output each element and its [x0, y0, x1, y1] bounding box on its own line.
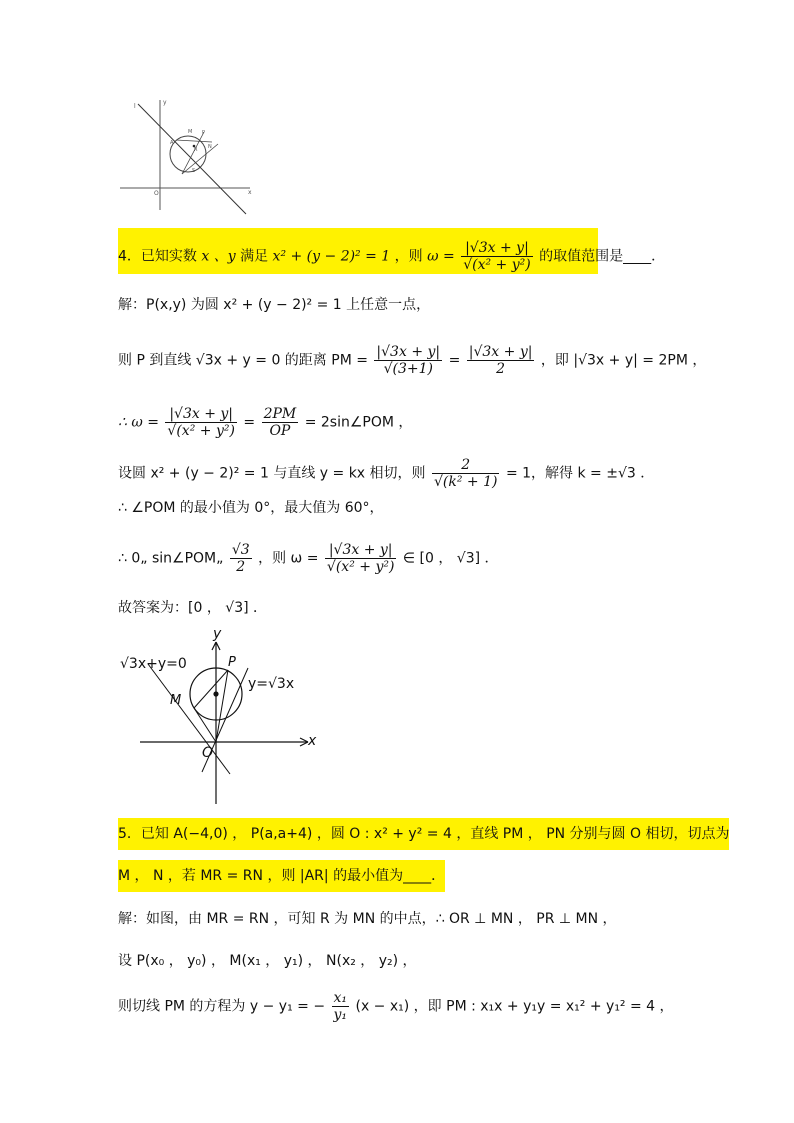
sol4-line-2 [118, 344, 706, 377]
figure-1 [118, 96, 258, 220]
sol4-3-frac1-den: √(x² + y²) [167, 423, 235, 439]
q5-line1-text: 5．已知 A(−4,0) ， P(a,a+4) ，圆 O : x² + y² = 4 ，直线 PM ， PN 分别与圆 O 相切，切点为 [118, 818, 729, 850]
sol4-2-frac2 [467, 344, 535, 377]
sol4-2-frac2-den: 2 [496, 361, 506, 377]
sol4-4-frac-num: 2 [432, 457, 499, 474]
fig2-p-label: P [228, 655, 236, 670]
fig1-label-r: R [194, 147, 198, 153]
sol4-6-frac2-den: √(x² + y²) [326, 559, 395, 575]
sol4-6-frac1-den: 2 [236, 559, 246, 575]
sol4-line-5: ∴ ∠POM 的最小值为 0°，最大值为 60°， [118, 500, 384, 516]
sol4-2-frac1-den: √(3+1) [383, 361, 433, 377]
q4-frac-num: |√3x + y| [461, 240, 533, 257]
fig2-center [213, 691, 218, 696]
sol4-4b: = 1，解得 k = ±√3 ． [505, 465, 655, 482]
fig1-label-o: O [154, 190, 159, 197]
fig1-label-a: A [170, 140, 174, 146]
q4-then: ，则 [394, 248, 423, 265]
sol4-3a: ∴ ω = [118, 414, 159, 431]
q4-omega: ω = [427, 248, 455, 265]
sol4-3-frac2-den: OP [269, 423, 291, 439]
sol4-3-frac1 [165, 406, 237, 439]
sol4-3-frac2 [262, 406, 299, 439]
fig2-x-label: x [308, 733, 317, 749]
sol4-3-frac1-num: |√3x + y| [165, 406, 237, 423]
fig1-label-x: x [248, 189, 252, 196]
sol4-line-6 [118, 542, 499, 575]
sol4-6a: ∴ 0„ sin∠POM„ [118, 550, 224, 567]
q4-vars: x 、y [201, 248, 236, 265]
tangent-2 [182, 144, 218, 174]
segment-mn [176, 140, 212, 142]
fig2-tangent-left [194, 708, 216, 742]
sol4-line-1: 解：P(x,y) 为圆 x² + (y − 2)² = 1 上任意一点， [118, 297, 431, 313]
sol4-3b: = 2sin∠POM ， [304, 414, 413, 431]
sol4-4a: 设圆 x² + (y − 2)² = 1 与直线 y = kx 相切，则 [118, 465, 426, 482]
sol4-line-3: ∴ ω = $\frac{|√3x + y|}{\text{√(x² + y²)}}$ = $\frac{2PM}{OP}$ = 2sin∠POM ， [118, 406, 413, 439]
fig1-label-m: M [188, 129, 193, 135]
sol4-2a: 则 P 到直线 √3x + y = 0 的距离 PM = [118, 352, 368, 369]
sol5-line-2: 设 P(x₀ ， y₀) ， M(x₁ ， y₁) ， N(x₂ ， y₂) ， [118, 953, 417, 969]
sol4-4-frac [432, 457, 499, 490]
fig2-y-label: y [213, 626, 222, 642]
sol5-3-frac [332, 990, 350, 1023]
figure-2 [118, 624, 328, 808]
sol4-2-frac2-num: |√3x + y| [468, 344, 533, 360]
fig1-label-n: N [208, 144, 212, 150]
answer-line: 故答案为：[0 ， √3] ． [118, 600, 268, 616]
q4-frac-den: √(x² + y²) [463, 257, 531, 273]
sol4-line-4 [118, 457, 654, 490]
fig2-line2-label: y=√3x [248, 676, 295, 692]
q5-line2-text: M ， N ，若 MR = RN ，则 |AR| 的最小值为____． [118, 860, 445, 892]
sol5-line-3 [118, 990, 674, 1023]
sol5-3-frac-den: y₁ [333, 1007, 348, 1023]
fig2-m-label: M [170, 693, 182, 708]
q4-equation: x² + (y − 2)² = 1 [272, 248, 391, 265]
sol5-3a: 则切线 PM 的方程为 y − y₁ = − [118, 998, 326, 1015]
fig1-label-y: y [163, 99, 167, 106]
problem-5-line-2 [118, 866, 445, 886]
sol4-6b: ，则 ω = [258, 550, 319, 567]
sol5-line-1: 解：如图，由 MR = RN ，可知 R 为 MN 的中点，∴ OR ⊥ MN ， PR ⊥ MN ， [118, 911, 617, 927]
sol5-3-frac-num: x₁ [332, 990, 350, 1007]
fig2-line1-label: √3x+y=0 [120, 656, 187, 672]
sol4-4-frac-den: √(k² + 1) [434, 474, 498, 490]
q4-prefix: 4．已知实数 [118, 248, 197, 265]
sol4-2b: ，即 |√3x + y| = 2PM ， [540, 352, 707, 369]
sol5-3b: (x − x₁) ，即 PM : x₁x + y₁y = x₁² + y₁² = 4 ， [355, 998, 674, 1015]
sol4-6-frac2 [325, 542, 397, 575]
sol4-2-frac1-num: |√3x + y| [376, 344, 441, 360]
q4-fraction [461, 240, 533, 273]
fig1-label-s: S [192, 168, 196, 174]
sol4-3-frac2-num: 2PM [263, 406, 297, 422]
sol4-2-frac1 [374, 344, 442, 377]
q4-mid: 满足 [240, 248, 269, 265]
problem-5-line-1 [118, 824, 729, 844]
fig2-line-neg [148, 664, 230, 774]
sol4-6-frac1-num: √3 [231, 542, 250, 558]
fig1-label-l: l [134, 103, 136, 110]
sol4-2-eq: = [448, 352, 461, 369]
sol4-6-frac2-num: |√3x + y| [325, 542, 397, 559]
q4-tail: 的取值范围是____． [539, 248, 666, 265]
line-l [138, 104, 246, 214]
fig2-o-label: O [202, 745, 214, 761]
sol4-6c: ∈ [0 ， √3] ． [402, 550, 499, 567]
fig1-label-p: P [202, 130, 206, 136]
sol4-6-frac1 [230, 542, 252, 575]
problem-4-question [118, 240, 665, 273]
